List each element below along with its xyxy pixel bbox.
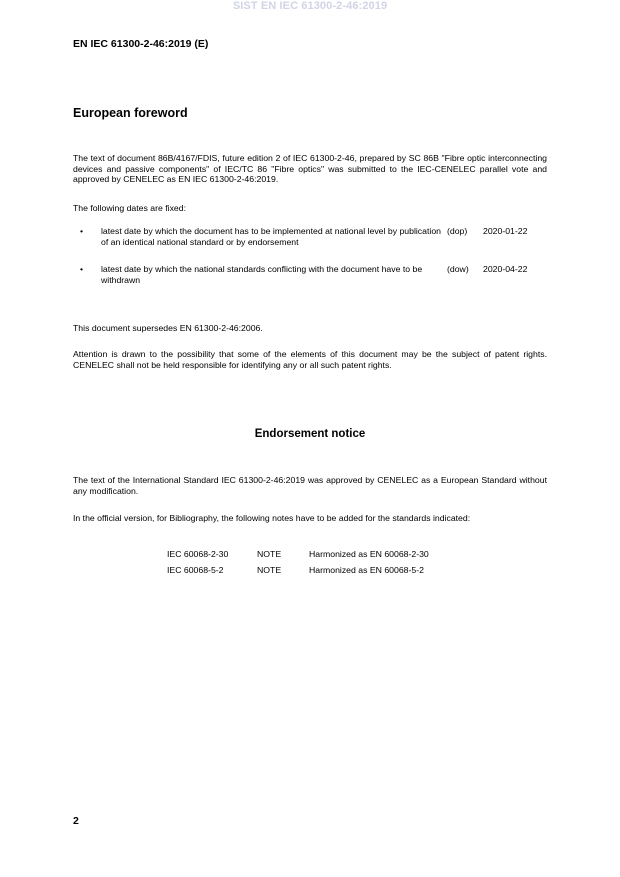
patent-notice-paragraph: Attention is drawn to the possibility that some of the elements of this document may be the subject of patent rights. CENELEC shall not be held responsible for identifying any or all such patent rights. [73,349,547,370]
note-label: NOTE [257,565,282,575]
bullet-icon: • [80,264,84,274]
date-item-code: (dop) [447,226,468,236]
supersedes-text: This document supersedes EN 61300-2-46:2006. [73,323,263,333]
endorsement-text: The text of the International Standard IEC 61300-2-46:2019 was approved by CENELEC as a European Standard without any modification. [73,475,547,496]
page-number: 2 [73,815,79,827]
dates-intro-text: The following dates are fixed: [73,203,187,213]
endorsement-heading: Endorsement notice [254,428,366,440]
note-text: Harmonized as EN 60068-5-2 [309,565,424,575]
note-text: Harmonized as EN 60068-2-30 [309,549,429,559]
foreword-heading: European foreword [73,106,188,120]
date-item-value: 2020-01-22 [483,226,528,236]
watermark: SIST EN IEC 61300-2-46:2019 [232,0,388,12]
date-item-value: 2020-04-22 [483,264,528,274]
date-item-code: (dow) [447,264,469,274]
date-item-text: latest date by which the national standards conflicting with the document have to be withdrawn [101,264,423,285]
note-standard: IEC 60068-5-2 [167,565,224,575]
date-item-text: latest date by which the document has to be implemented at national level by publication of an identical national standard or by endorsement [101,226,441,247]
foreword-intro-paragraph: The text of document 86B/4167/FDIS, future edition 2 of IEC 61300-2-46, prepared by SC 86B "Fibre optic interconnecting devices and passive components" of IEC/TC 86 "Fibre optics" was submitted to the IEC-CENELEC parallel vote and approved by CENELEC as EN IEC 61300-2-46:2019. [73,153,547,185]
note-standard: IEC 60068-2-30 [167,549,229,559]
bibliography-intro-text: In the official version, for Bibliography, the following notes have to be added for the standards indicated: [73,513,471,523]
bullet-icon: • [80,226,84,236]
document-id-header: EN IEC 61300-2-46:2019 (E) [73,38,209,50]
note-label: NOTE [257,549,282,559]
